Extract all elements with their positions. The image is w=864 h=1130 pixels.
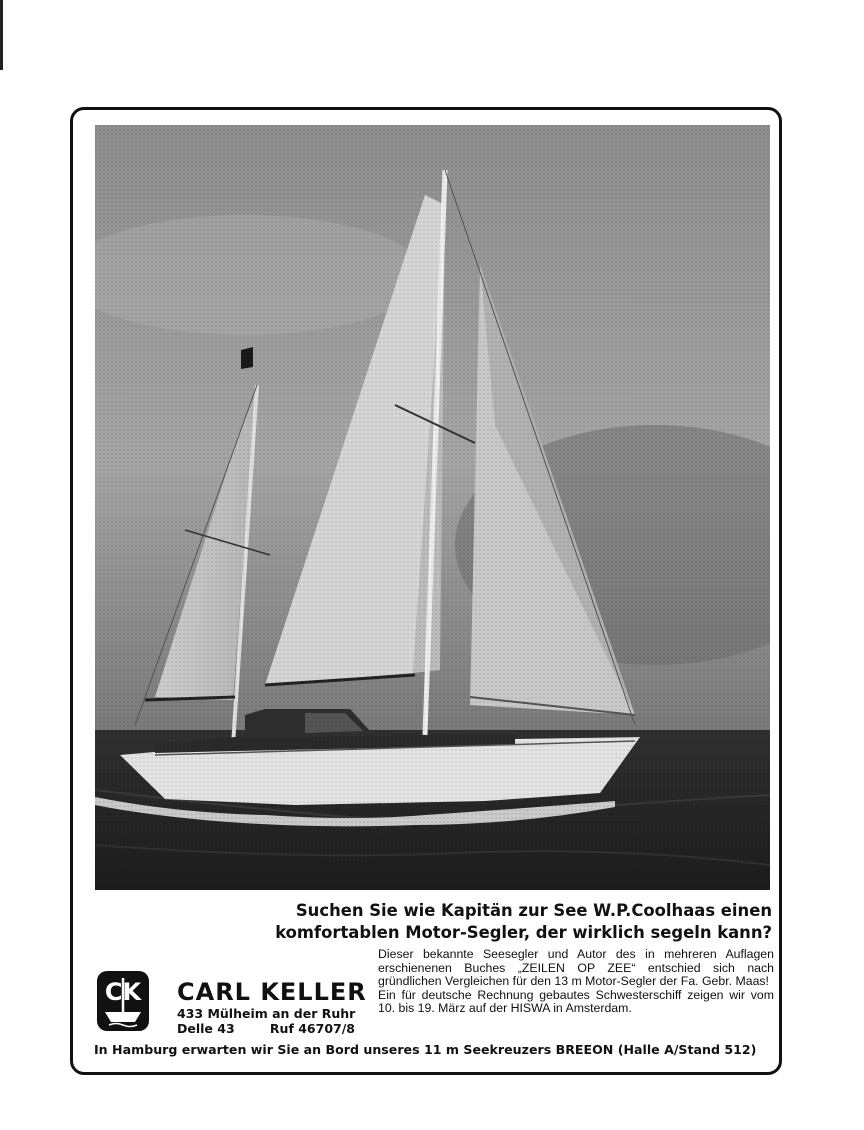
page-edge-mark [0, 0, 3, 70]
company-contact-row [177, 1021, 355, 1036]
company-block [177, 978, 367, 1036]
company-box: Delle 43 [177, 1021, 235, 1036]
sailboat-photo [95, 125, 770, 890]
headline-line-1: Suchen Sie wie Kapitän zur See W.P.Coolhaas einen [295, 901, 772, 920]
headline [232, 900, 772, 944]
company-phone: Ruf 46707/8 [269, 1021, 355, 1036]
body-copy [378, 948, 774, 1016]
headline-line-2: komfortablen Motor-Segler, der wirklich segeln kann? [275, 923, 772, 942]
ship-logo-icon [96, 970, 150, 1032]
logo-letters: CK [104, 978, 142, 1006]
footer-note: In Hamburg erwarten wir Sie an Bord unseres 11 m Seekreuzers BREEON (Halle A/Stand 512) [94, 1042, 757, 1057]
body-paragraph-1: Dieser bekannte Seesegler und Autor des in mehreren Auflagen erschienenen Buches „ZEILEN OP ZEE“ entschied sich nach gründlichen Vergleichen für den 13 m Motor-Segler der Fa. Gebr. Maas! [378, 947, 774, 988]
company-name: CARL KELLER [177, 978, 367, 1006]
body-paragraph-2: Ein für deutsche Rechnung gebautes Schwesterschiff zeigen wir vom 10. bis 19. März auf der HISWA in Amsterdam. [378, 987, 774, 1015]
company-address: 433 Mülheim an der Ruhr [177, 1006, 356, 1021]
